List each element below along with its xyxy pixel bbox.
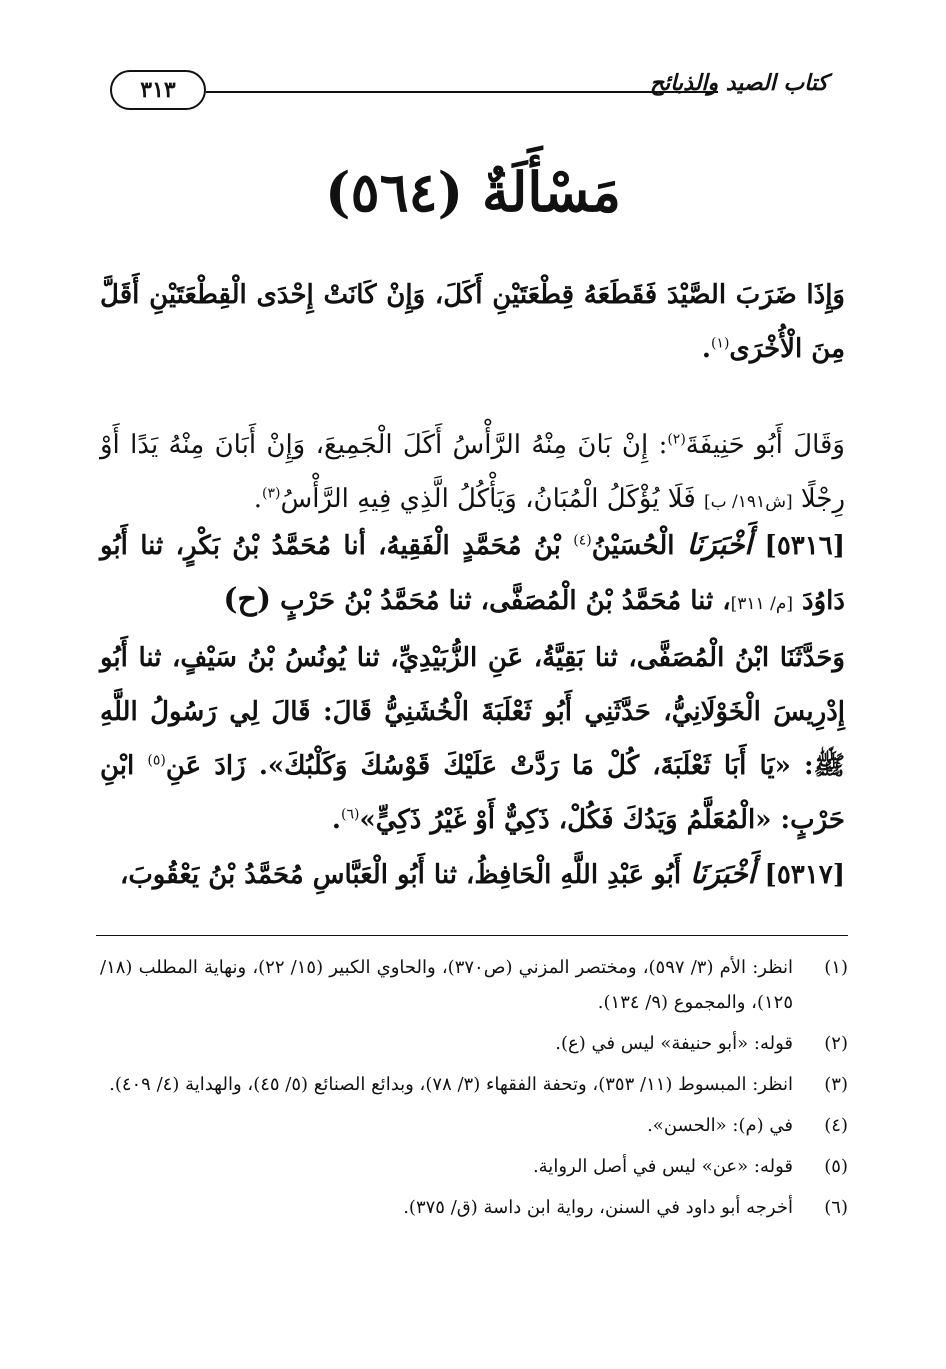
- running-head: [110, 70, 828, 110]
- footnote-text: انظر: المبسوط (١١/ ٣٥٣)، وتحفة الفقهاء (٣/ ٧٨)، وبدائع الصنائع (٥/ ٤٥)، والهداية (٤/ ٤٠٩).: [109, 1074, 793, 1095]
- footnote-number: (٣): [824, 1074, 848, 1095]
- matn-end: .: [701, 334, 711, 364]
- footnote-item: [100, 1149, 848, 1184]
- akhbarana-2: أَخْبَرَنَا: [690, 857, 756, 890]
- ha-symbol: (ح): [223, 582, 272, 617]
- footnote-separator: [96, 935, 848, 936]
- footnote-number: (٦): [824, 1197, 848, 1218]
- footnote-number: (٢): [824, 1033, 848, 1054]
- sharh-text-2: : إِنْ بَانَ مِنْهُ الرَّأْسُ أَكَلَ الْجَمِيعَ، وَإِنْ أَبَانَ مِنْهُ يَدًا أَوْ رِجْلًا: [100, 430, 845, 514]
- footnote-ref-2[interactable]: (٢): [667, 431, 686, 448]
- footnote-ref-3[interactable]: (٣): [261, 485, 281, 502]
- footnote-ref-1[interactable]: (١): [710, 335, 730, 352]
- matn-paragraph: [100, 268, 845, 376]
- masala-title: مَسْأَلَةٌ (٥٦٤): [325, 160, 621, 224]
- footnote-number: (٥): [824, 1156, 848, 1177]
- sharh-end: .: [253, 484, 262, 514]
- footnote-item: [100, 1067, 848, 1102]
- footnote-item: [100, 1108, 848, 1143]
- hadith-number-5316: [٥٣١٦]: [764, 531, 845, 561]
- footnote-ref-5[interactable]: (٥): [147, 752, 166, 769]
- hadith-text-6: .: [331, 805, 341, 835]
- hadith-text-5: ابْنِ حَرْبٍ: «الْمُعَلَّمُ وَيَدُكَ فَكُلْ، ذَكِيٌّ أَوْ غَيْرُ ذَكِيٍّ»: [100, 751, 845, 835]
- footnote-text: قوله: «عن» ليس في أصل الرواية.: [532, 1156, 793, 1177]
- header-rule: [206, 91, 718, 93]
- sharh-text-1: وَقَالَ أَبُو حَنِيفَةَ: [685, 430, 845, 460]
- footnote-item: [100, 1190, 848, 1225]
- footnote-number: (٤): [824, 1115, 848, 1136]
- hadith-text-3: ، ثنا مُحَمَّدُ بْنُ الْمُصَفَّى، ثنا مُحَمَّدُ بْنُ حَرْبٍ: [271, 586, 731, 616]
- footnote-text: انظر: الأم (٣/ ٥٩٧)، ومختصر المزني (ص٣٧٠)، والحاوي الكبير (١٥/ ٢٢)، ونهاية المطلب (١٨/ ١٢٥)، والمجموع (٩/ ١٣٤).: [100, 957, 793, 1013]
- hadith-block: [100, 518, 845, 902]
- hadith-number-5317: [٥٣١٧]: [764, 860, 845, 890]
- footnote-item: [100, 1026, 848, 1061]
- hadith-text-1: الْحُسَيْنُ: [591, 531, 687, 561]
- sharh-text-3: فَلَا يُؤْكَلُ الْمُبَانُ، وَيَأْكُلُ الَّذِي فِيهِ الرَّأْسُ: [280, 484, 705, 514]
- book-title: كتاب الصيد والذبائح: [649, 70, 828, 96]
- footnote-number: (١): [824, 957, 848, 978]
- footnote-item: [100, 950, 848, 1020]
- footnote-text: في (م): «الحسن».: [647, 1115, 793, 1136]
- manuscript-ref: [ش١٩١/ ب]: [704, 492, 793, 512]
- matn-text: وَإِذَا ضَرَبَ الصَّيْدَ فَقَطَعَهُ قِطْعَتَيْنِ أَكَلَ، وَإِنْ كَانَتْ إِحْدَى الْقِطْعَتَيْنِ أَقَلَّ مِنَ الْأُخْرَى: [100, 280, 845, 364]
- page-number: ٣١٣: [110, 70, 206, 110]
- sharh-paragraph: [100, 418, 845, 529]
- hadith-text-7: أَبُو عَبْدِ اللَّهِ الْحَافِظُ، ثنا أَبُو الْعَبَّاسِ مُحَمَّدُ بْنُ يَعْقُوبَ،: [119, 860, 691, 890]
- footnote-ref-4[interactable]: (٤): [573, 532, 592, 549]
- footnote-text: قوله: «أبو حنيفة» ليس في (ع).: [555, 1033, 793, 1054]
- akhbarana-1: أَخْبَرَنَا: [686, 528, 753, 561]
- hadith-text-2: بْنُ مُحَمَّدٍ الْفَقِيهُ، أنا مُحَمَّدُ بْنُ بَكْرٍ، ثنا أَبُو دَاوُدَ: [100, 531, 845, 616]
- hadith-text-4: وَحَدَّثَنَا ابْنُ الْمُصَفَّى، ثنا بَقِيَّةُ، عَنِ الزُّبَيْدِيِّ، ثنا يُونُسُ بْنُ سَيْفٍ، ثنا أَبُو إِدْرِيسَ الْخَوْلَانِيُّ، حَدَّثَنِي أَبُو ثَعْلَبَةَ الْخُشَنِيُّ قَالَ: قَالَ لِي رَسُولُ اللَّهِ ﷺ: «يَا أَبَا ثَعْلَبَةَ، كُلْ مَا رَدَّتْ عَلَيْكَ قَوْسُكَ وَكَلْبُكَ». زَادَ عَنِ: [100, 643, 846, 781]
- footnote-text: أخرجه أبو داود في السنن، رواية ابن داسة (ق/ ٣٧٥).: [403, 1197, 793, 1218]
- footnotes-list: [100, 950, 848, 1231]
- footnote-ref-6[interactable]: (٦): [340, 806, 360, 823]
- manuscript-ref-m: [م/ ٣١١]: [730, 594, 793, 614]
